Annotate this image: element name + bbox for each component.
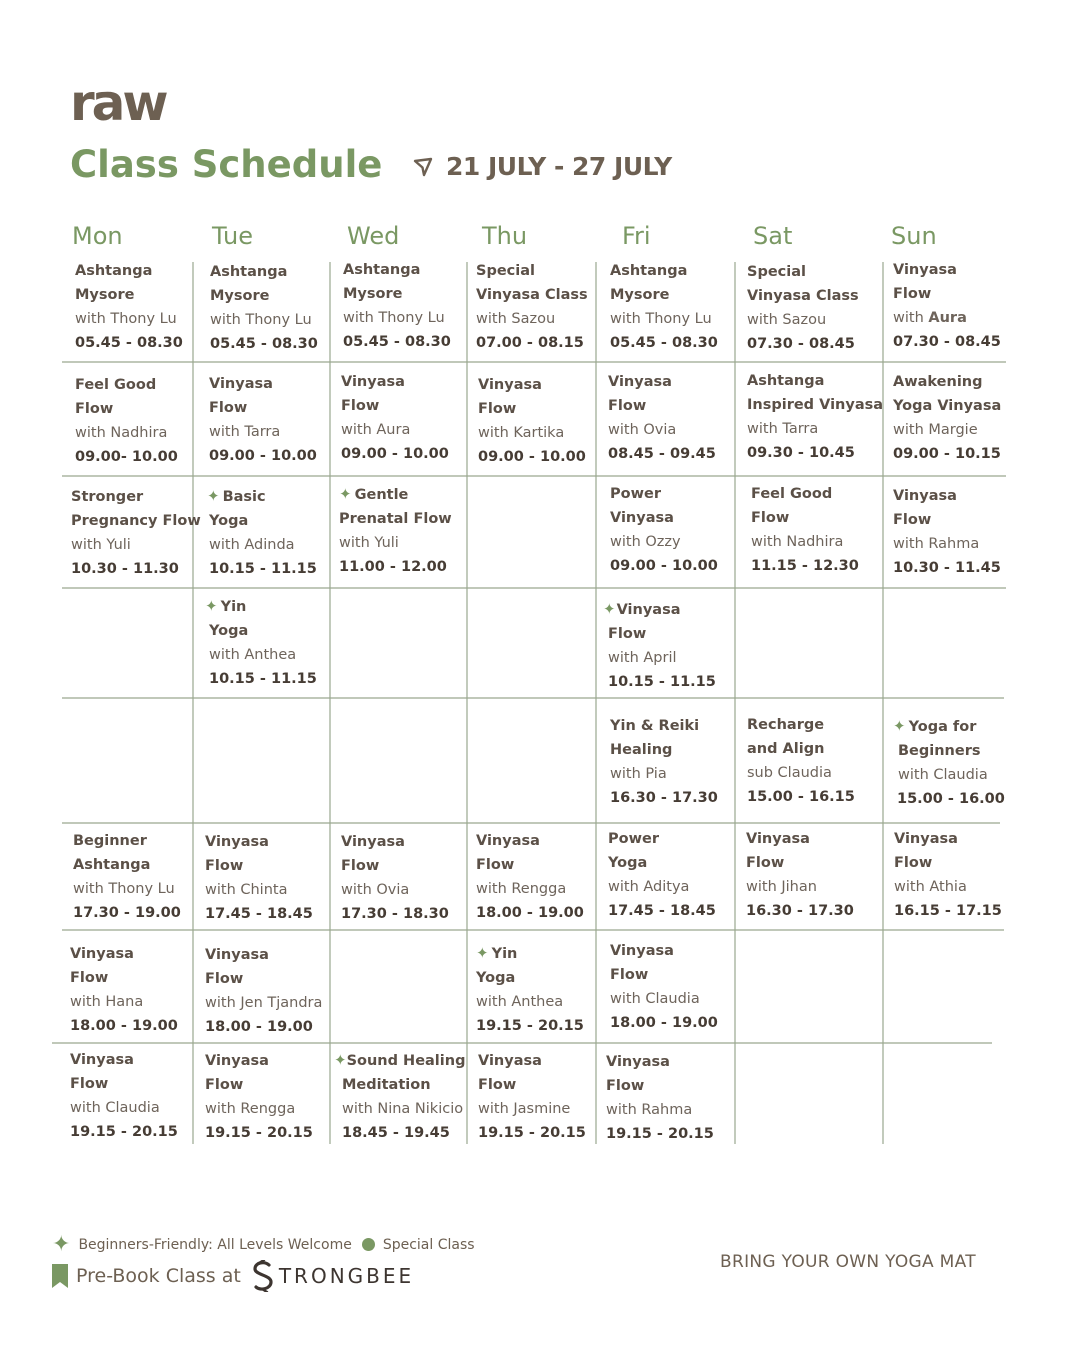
- class-card[interactable]: [608, 827, 743, 923]
- class-name: Vinyasa Class: [476, 287, 588, 303]
- day-sat: Sat: [753, 222, 793, 250]
- class-name: Ashtanga: [73, 857, 151, 873]
- class-instructor: with Thony Lu: [343, 310, 445, 326]
- class-card[interactable]: [205, 830, 340, 926]
- class-name: Vinyasa: [341, 374, 405, 390]
- class-instructor: with Rengga: [205, 1101, 296, 1117]
- class-time: 05.45 - 08.30: [610, 335, 718, 351]
- day-wed: Wed: [347, 222, 400, 250]
- class-card[interactable]: [334, 1048, 469, 1145]
- class-time: 09.00- 10.00: [75, 449, 178, 465]
- class-instructor: with Aura: [893, 310, 967, 326]
- class-name: Mysore: [75, 287, 135, 303]
- day-fri: Fri: [622, 222, 651, 250]
- class-time: 07.30 - 08.45: [893, 334, 1001, 350]
- class-name: Flow: [341, 858, 380, 874]
- class-card[interactable]: [205, 1049, 340, 1145]
- class-instructor: with Jihan: [746, 879, 817, 895]
- class-card[interactable]: [476, 941, 611, 1038]
- class-name: Yoga Vinyasa: [893, 398, 1002, 414]
- class-time: 19.15 - 20.15: [478, 1125, 586, 1141]
- class-instructor: with Jen Tjandra: [205, 995, 323, 1011]
- class-time: 07.30 - 08.45: [747, 336, 855, 352]
- class-name: Flow: [608, 626, 647, 642]
- class-name: Vinyasa: [205, 947, 269, 963]
- class-time: 15.00 - 16.15: [747, 789, 855, 805]
- class-time: 18.00 - 19.00: [476, 905, 584, 921]
- class-instructor: with Nadhira: [751, 534, 844, 550]
- class-time: 17.45 - 18.45: [205, 906, 313, 922]
- legend-special: Special Class: [382, 1236, 475, 1253]
- class-time: 11.15 - 12.30: [751, 558, 859, 574]
- page-title: Class Schedule: [70, 143, 383, 186]
- class-instructor: with Pia: [610, 766, 667, 782]
- class-time: 09.00 - 10.00: [610, 558, 718, 574]
- sparkle-icon: ✦: [334, 1051, 347, 1069]
- class-instructor: with Ovia: [341, 882, 410, 898]
- class-instructor: with Thony Lu: [75, 311, 177, 327]
- class-card[interactable]: [343, 258, 478, 354]
- class-name: Vinyasa: [610, 943, 674, 959]
- class-name: Flow: [209, 400, 248, 416]
- class-instructor: with Thony Lu: [73, 881, 175, 897]
- class-name: Ashtanga: [343, 262, 421, 278]
- class-card[interactable]: [478, 1049, 613, 1145]
- class-card[interactable]: [71, 485, 206, 581]
- class-name: Vinyasa: [205, 1053, 269, 1069]
- sparkle-icon: ✦: [52, 1232, 71, 1257]
- class-card[interactable]: [73, 829, 208, 925]
- class-name: Special: [476, 263, 535, 279]
- class-name: Yoga for: [908, 719, 977, 735]
- class-time: 09.30 - 10.45: [747, 445, 855, 461]
- class-name: Gentle: [354, 487, 409, 503]
- class-instructor: with Thony Lu: [210, 312, 312, 328]
- class-name: Vinyasa: [70, 946, 134, 962]
- class-name: Power: [608, 831, 659, 847]
- class-card[interactable]: [894, 827, 1029, 923]
- special-dot-icon: [362, 1238, 375, 1251]
- class-name: Yin & Reiki: [610, 718, 700, 734]
- class-instructor: with Claudia: [898, 767, 988, 783]
- class-card[interactable]: [339, 482, 474, 579]
- class-name: Healing: [610, 742, 673, 758]
- class-time: 10.30 - 11.45: [893, 560, 1001, 576]
- class-time: 16.30 - 17.30: [610, 790, 718, 806]
- class-name: Vinyasa: [893, 488, 957, 504]
- sparkle-icon: ✦: [603, 600, 616, 618]
- class-instructor: with Yuli: [339, 535, 399, 551]
- class-card[interactable]: [75, 259, 210, 355]
- class-name: Yoga: [608, 855, 648, 871]
- class-name: Stronger: [71, 489, 144, 505]
- class-name: Vinyasa: [610, 510, 674, 526]
- class-instructor: with Aura: [341, 422, 411, 438]
- class-time: 05.45 - 08.30: [343, 334, 451, 350]
- class-time: 09.00 - 10.00: [478, 449, 586, 465]
- class-name: and Align: [747, 741, 825, 757]
- class-card[interactable]: [205, 943, 340, 1039]
- class-name: Recharge: [747, 717, 825, 733]
- class-name: Power: [610, 486, 661, 502]
- prebook-text: Pre-Book Class at: [76, 1265, 241, 1287]
- class-name: Vinyasa: [894, 831, 958, 847]
- day-mon: Mon: [72, 222, 123, 250]
- class-card[interactable]: [610, 259, 745, 355]
- sparkle-icon: ✦: [207, 487, 220, 505]
- class-name: Flow: [751, 510, 790, 526]
- class-name: Inspired Vinyasa: [747, 397, 884, 413]
- class-name: Vinyasa: [746, 831, 810, 847]
- class-card[interactable]: [606, 1050, 741, 1146]
- class-name: Flow: [478, 401, 517, 417]
- class-card[interactable]: [603, 597, 738, 694]
- class-card[interactable]: [893, 370, 1028, 466]
- class-card[interactable]: [747, 369, 882, 465]
- class-card[interactable]: [747, 713, 882, 809]
- class-instructor: with Tarra: [747, 421, 819, 437]
- class-name: Yoga: [476, 970, 516, 986]
- class-name: Flow: [893, 286, 932, 302]
- class-instructor: with Sazou: [747, 312, 827, 328]
- class-name: Meditation: [342, 1077, 431, 1093]
- class-instructor: with Jasmine: [478, 1101, 571, 1117]
- class-instructor: with Hana: [70, 994, 144, 1010]
- class-card[interactable]: [893, 484, 1028, 580]
- class-name: Vinyasa: [341, 834, 405, 850]
- class-name: Ashtanga: [210, 264, 288, 280]
- class-name: Mysore: [343, 286, 403, 302]
- class-name: Vinyasa: [478, 377, 542, 393]
- class-card[interactable]: [205, 594, 340, 691]
- class-name: Ashtanga: [610, 263, 688, 279]
- class-name: Flow: [894, 855, 933, 871]
- class-name: Flow: [478, 1077, 517, 1093]
- class-instructor: with Yuli: [71, 537, 131, 553]
- class-card[interactable]: [608, 370, 743, 466]
- class-name: Pregnancy Flow: [71, 513, 201, 529]
- class-name: Feel Good: [75, 377, 157, 393]
- class-name: Awakening: [893, 374, 983, 390]
- class-name: Vinyasa: [70, 1052, 134, 1068]
- class-instructor: with Claudia: [70, 1100, 160, 1116]
- class-name: Flow: [205, 1077, 244, 1093]
- class-card[interactable]: [476, 259, 611, 355]
- class-name: Flow: [70, 970, 109, 986]
- class-name: Feel Good: [751, 486, 833, 502]
- class-name: Yin: [220, 599, 247, 615]
- class-instructor: with Tarra: [209, 424, 281, 440]
- class-name: Ashtanga: [75, 263, 153, 279]
- class-name: Flow: [205, 971, 244, 987]
- class-time: 05.45 - 08.30: [75, 335, 183, 351]
- class-name: Ashtanga: [747, 373, 825, 389]
- class-card[interactable]: [209, 372, 344, 468]
- sparkle-icon: ✦: [205, 597, 218, 615]
- bookmark-icon: [52, 1264, 68, 1288]
- class-name: Yin: [491, 946, 518, 962]
- bring-mat-note: BRING YOUR OWN YOGA MAT: [720, 1252, 976, 1272]
- class-name: Vinyasa: [476, 833, 540, 849]
- class-card[interactable]: [610, 714, 745, 810]
- legend-beginner: Beginners-Friendly: All Levels Welcome: [78, 1236, 352, 1253]
- class-card[interactable]: [478, 373, 613, 469]
- class-name: Flow: [610, 967, 649, 983]
- class-name: Special: [747, 264, 806, 280]
- class-time: 17.45 - 18.45: [608, 903, 716, 919]
- class-time: 17.30 - 18.30: [341, 906, 449, 922]
- class-time: 18.00 - 19.00: [70, 1018, 178, 1034]
- class-name: Flow: [746, 855, 785, 871]
- strongbee-brand: TRONGBEE: [278, 1264, 415, 1288]
- class-name: Sound Healing: [346, 1053, 466, 1069]
- class-card[interactable]: [75, 373, 210, 469]
- class-card[interactable]: [70, 942, 205, 1038]
- class-time: 09.00 - 10.15: [893, 446, 1001, 462]
- class-card[interactable]: [893, 714, 1028, 811]
- class-time: 10.30 - 11.30: [71, 561, 179, 577]
- class-time: 19.15 - 20.15: [476, 1018, 584, 1034]
- class-name: Yoga: [209, 623, 249, 639]
- class-instructor: with Anthea: [476, 994, 564, 1010]
- class-card[interactable]: [893, 258, 1028, 354]
- class-time: 10.15 - 11.15: [209, 561, 317, 577]
- class-time: 19.15 - 20.15: [606, 1126, 714, 1142]
- class-name: Vinyasa: [209, 376, 273, 392]
- class-name: Mysore: [610, 287, 670, 303]
- class-instructor: with Thony Lu: [610, 311, 712, 327]
- class-instructor: with Rahma: [606, 1102, 693, 1118]
- class-name: Beginner: [73, 833, 147, 849]
- class-time: 15.00 - 16.00: [897, 791, 1005, 807]
- class-time: 17.30 - 19.00: [73, 905, 181, 921]
- class-name: Vinyasa: [205, 834, 269, 850]
- class-time: 09.00 - 10.00: [209, 448, 317, 464]
- day-thu: Thu: [482, 222, 528, 250]
- class-instructor: with Sazou: [476, 311, 556, 327]
- class-card[interactable]: [610, 482, 745, 578]
- day-sun: Sun: [891, 222, 937, 250]
- class-card[interactable]: [341, 830, 476, 926]
- class-instructor: with Rahma: [893, 536, 980, 552]
- class-card[interactable]: [746, 827, 881, 923]
- instructor-name: Aura: [928, 310, 967, 326]
- class-name: Vinyasa: [616, 602, 681, 618]
- class-instructor: with Athia: [894, 879, 967, 895]
- class-card[interactable]: [610, 939, 745, 1035]
- class-instructor: with Ovia: [608, 422, 677, 438]
- class-name: Vinyasa: [606, 1054, 670, 1070]
- class-name: Flow: [606, 1078, 645, 1094]
- prebook-link[interactable]: [52, 1260, 414, 1292]
- class-name: Vinyasa: [608, 374, 672, 390]
- sparkle-icon: ✦: [339, 485, 352, 503]
- class-time: 18.00 - 19.00: [205, 1019, 313, 1035]
- class-instructor: with Chinta: [205, 882, 288, 898]
- class-instructor: with Nina Nikicio: [342, 1101, 464, 1117]
- class-card[interactable]: [747, 260, 882, 356]
- class-instructor: with Rengga: [476, 881, 567, 897]
- class-instructor: with Kartika: [478, 425, 565, 441]
- class-time: 07.00 - 08.15: [476, 335, 584, 351]
- class-time: 18.45 - 19.45: [342, 1125, 450, 1141]
- class-card[interactable]: [476, 829, 611, 925]
- legend: [52, 1232, 475, 1257]
- class-card[interactable]: [751, 482, 886, 578]
- class-instructor: with Ozzy: [610, 534, 681, 550]
- date-range: 21 JULY - 27 JULY: [446, 152, 672, 181]
- class-time: 16.30 - 17.30: [746, 903, 854, 919]
- class-name: Flow: [341, 398, 380, 414]
- class-name: Flow: [893, 512, 932, 528]
- class-instructor: with April: [608, 650, 677, 666]
- class-name: Yoga: [209, 513, 249, 529]
- class-instructor: sub Claudia: [747, 765, 832, 781]
- class-name: Flow: [70, 1076, 109, 1092]
- raw-logo: raw: [70, 74, 166, 132]
- class-time: 19.15 - 20.15: [205, 1125, 313, 1141]
- class-card[interactable]: [70, 1048, 205, 1144]
- class-card[interactable]: [341, 370, 476, 466]
- class-time: 09.00 - 10.00: [341, 446, 449, 462]
- class-name: Flow: [75, 401, 114, 417]
- class-instructor: with Margie: [893, 422, 978, 438]
- class-time: 19.15 - 20.15: [70, 1124, 178, 1140]
- class-card[interactable]: [210, 260, 345, 356]
- sparkle-icon: ✦: [893, 717, 906, 735]
- class-time: 18.00 - 19.00: [610, 1015, 718, 1031]
- strongbee-logo-icon: [251, 1260, 275, 1292]
- class-time: 11.00 - 12.00: [339, 559, 447, 575]
- class-name: Vinyasa Class: [747, 288, 859, 304]
- class-time: 05.45 - 08.30: [210, 336, 318, 352]
- class-time: 08.45 - 09.45: [608, 446, 716, 462]
- sparkle-icon: ✦: [476, 944, 489, 962]
- class-name: Basic: [222, 489, 266, 505]
- class-name: Mysore: [210, 288, 270, 304]
- class-instructor: with Aditya: [608, 879, 690, 895]
- class-instructor: with Anthea: [209, 647, 297, 663]
- class-instructor: with Nadhira: [75, 425, 168, 441]
- class-time: 16.15 - 17.15: [894, 903, 1002, 919]
- class-instructor: with Adinda: [209, 537, 295, 553]
- class-name: Prenatal Flow: [339, 511, 452, 527]
- day-tue: Tue: [212, 222, 253, 250]
- class-instructor: with Claudia: [610, 991, 700, 1007]
- class-card[interactable]: [207, 484, 342, 581]
- class-time: 10.15 - 11.15: [209, 671, 317, 687]
- class-time: 10.15 - 11.15: [608, 674, 716, 690]
- class-name: Flow: [205, 858, 244, 874]
- class-name: Flow: [608, 398, 647, 414]
- class-name: Flow: [476, 857, 515, 873]
- class-name: Beginners: [898, 743, 981, 759]
- class-name: Vinyasa: [893, 262, 957, 278]
- class-name: Vinyasa: [478, 1053, 542, 1069]
